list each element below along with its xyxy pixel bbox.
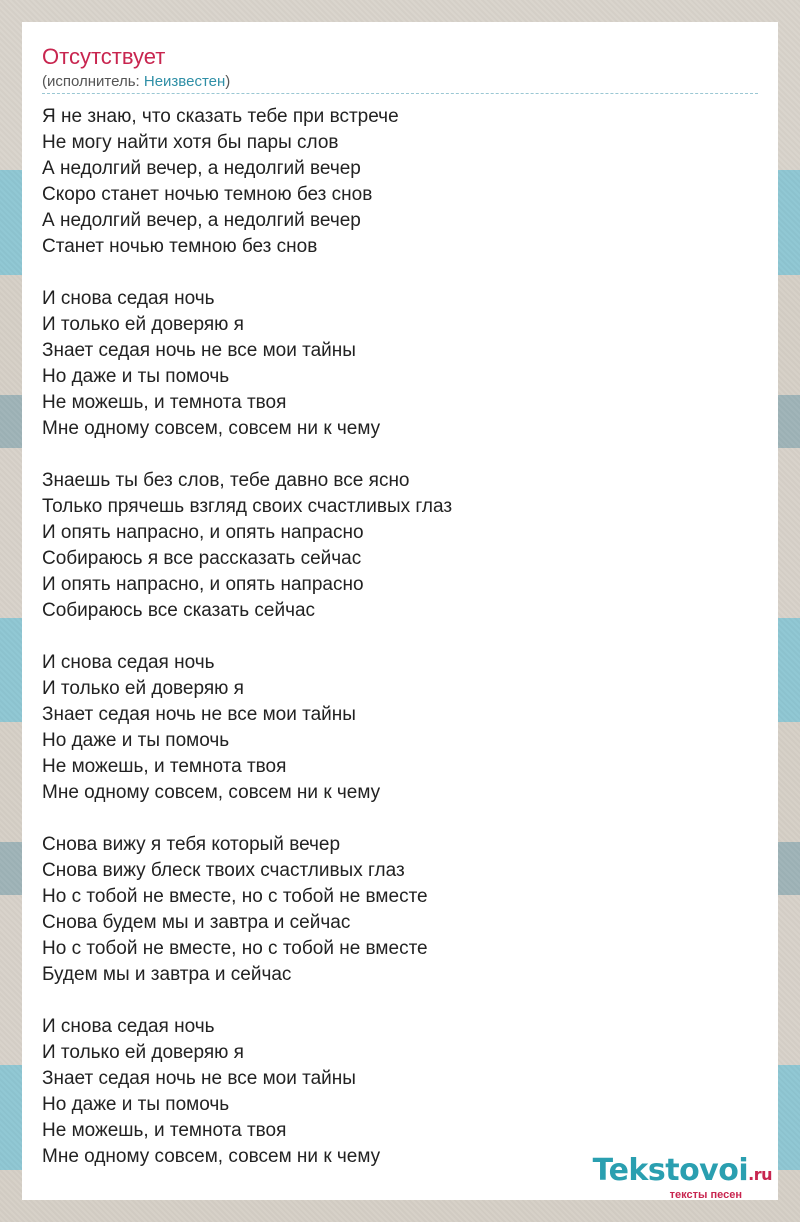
lyric-line: Собираюсь я все рассказать сейчас xyxy=(42,548,362,569)
logo-name: Tekstovoi xyxy=(592,1153,749,1188)
stanza xyxy=(42,1014,758,1170)
logo-tagline: тексты песен xyxy=(669,1189,742,1201)
lyric-line: Снова будем мы и завтра и сейчас xyxy=(42,912,351,933)
lyric-line: И опять напрасно, и опять напрасно xyxy=(42,522,364,543)
lyric-line: Знает седая ночь не все мои тайны xyxy=(42,1068,356,1089)
lyric-line: И снова седая ночь xyxy=(42,288,215,309)
lyric-line: Но даже и ты помочь xyxy=(42,1094,230,1115)
lyric-line: И снова седая ночь xyxy=(42,652,215,673)
lyric-line: И снова седая ночь xyxy=(42,1016,215,1037)
lyric-line: Снова вижу блеск твоих счастливых глаз xyxy=(42,860,405,881)
artist-suffix: ) xyxy=(225,73,231,90)
lyric-line: Станет ночью темною без снов xyxy=(42,236,318,257)
lyric-line: Не можешь, и темнота твоя xyxy=(42,392,287,413)
lyric-line: Только прячешь взгляд своих счастливых глаз xyxy=(42,496,453,517)
stanza xyxy=(42,468,758,624)
site-logo[interactable] xyxy=(593,1155,772,1201)
lyric-line: Скоро станет ночью темною без снов xyxy=(42,184,373,205)
lyric-line: И опять напрасно, и опять напрасно xyxy=(42,574,364,595)
title-divider xyxy=(42,93,758,94)
lyric-line: Не можешь, и темнота твоя xyxy=(42,1120,287,1141)
lyric-line: И только ей доверяю я xyxy=(42,1042,244,1063)
stanza xyxy=(42,832,758,988)
lyric-line: Мне одному совсем, совсем ни к чему xyxy=(42,782,381,803)
lyric-line: Не могу найти хотя бы пары слов xyxy=(42,132,339,153)
lyric-line: Но с тобой не вместе, но с тобой не вместе xyxy=(42,938,428,959)
song-title: Отсутствует xyxy=(42,44,166,69)
lyric-line: Не можешь, и темнота твоя xyxy=(42,756,287,777)
lyric-line: Но даже и ты помочь xyxy=(42,366,230,387)
lyric-line: Мне одному совсем, совсем ни к чему xyxy=(42,1146,381,1167)
lyric-line: Знает седая ночь не все мои тайны xyxy=(42,704,356,725)
lyric-line: Я не знаю, что сказать тебе при встрече xyxy=(42,106,399,127)
artist-prefix: (исполнитель: xyxy=(42,73,144,90)
lyrics-body xyxy=(42,104,758,1196)
logo-domain: .ru xyxy=(748,1165,772,1184)
artist-link[interactable]: Неизвестен xyxy=(143,73,226,90)
artist-line xyxy=(42,73,230,91)
lyric-line: А недолгий вечер, а недолгий вечер xyxy=(42,210,361,231)
lyric-line: И только ей доверяю я xyxy=(42,678,244,699)
lyric-line: А недолгий вечер, а недолгий вечер xyxy=(42,158,361,179)
lyric-line: Будем мы и завтра и сейчас xyxy=(42,964,292,985)
lyric-line: Собираюсь все сказать сейчас xyxy=(42,600,316,621)
lyric-line: И только ей доверяю я xyxy=(42,314,244,335)
logo-wordmark xyxy=(593,1155,772,1191)
stanza xyxy=(42,650,758,806)
stanza xyxy=(42,286,758,442)
lyric-line: Но с тобой не вместе, но с тобой не вместе xyxy=(42,886,428,907)
lyric-line: Снова вижу я тебя который вечер xyxy=(42,834,341,855)
lyric-line: Мне одному совсем, совсем ни к чему xyxy=(42,418,381,439)
lyrics-card xyxy=(22,22,778,1200)
lyric-line: Но даже и ты помочь xyxy=(42,730,230,751)
lyric-line: Знаешь ты без слов, тебе давно все ясно xyxy=(42,470,410,491)
lyric-line: Знает седая ночь не все мои тайны xyxy=(42,340,356,361)
stanza xyxy=(42,104,758,260)
